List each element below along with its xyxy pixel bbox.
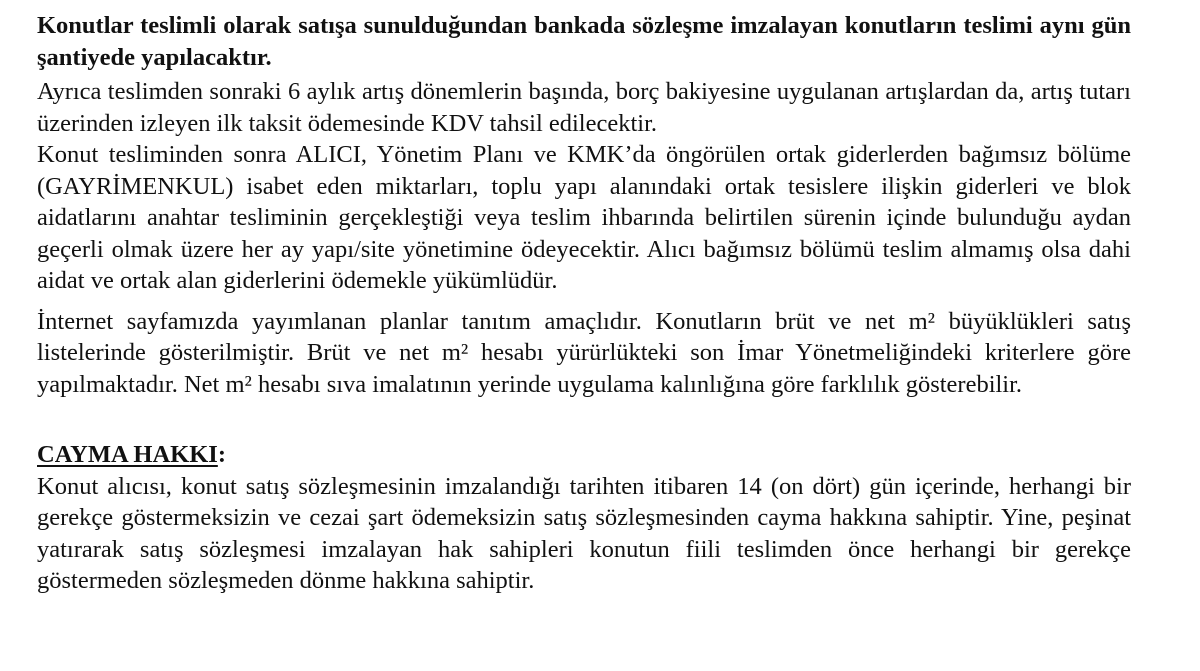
cayma-paragraph: Konut alıcısı, konut satış sözleşmesinin imzalandığı tarihten itibaren 14 (on dört) gün içerinde, herhangi bir gerekçe göstermeksizin ve cezai şart ödemeksizin satış sözleşmesinden cayma hakkına sahiptir. Yine, peşinat yatırarak satış sözleşmesi imzalayan hak sahipleri konutun fiili teslimden önce herhangi bir gerekçe göstermeden sözleşmeden dönme hakkına sahiptir. <box>37 472 1131 594</box>
kdv-paragraph: Ayrıca teslimden sonraki 6 aylık artış dönemlerin başında, borç bakiyesine uygulanan artışlardan da, artış tutarı üzerinden izleyen ilk taksit ödemesinde KDV tahsil edilecektir. <box>37 78 1131 137</box>
aidat-paragraph: Konut tesliminden sonra ALICI, Yönetim Planı ve KMK’da öngörülen ortak giderlerden bağımsız bölüme (GAYRİMENKUL) isabet eden miktarları, toplu yapı alanındaki ortak tesislere ilişkin giderleri ve blok aidatlarını anahtar tesliminin gerçekleştiği veya teslim ihbarında belirtilen sürenin içinde bulunduğu aydan geçerli olmak üzere her ay yapı/site yönetimine ödeyecektir. Alıcı bağımsız bölümü teslim almamış olsa dahi aidat ve ortak alan giderlerini ödemekle yükümlüdür. <box>37 141 1131 294</box>
cayma-heading-colon: : <box>217 441 226 468</box>
document-page <box>37 10 1131 597</box>
delivery-notice-paragraph: Konutlar teslimli olarak satışa sunulduğundan bankada sözleşme imzalayan konutların teslimi aynı gün şantiyede yapılacaktır. <box>37 12 1131 71</box>
plans-paragraph: İnternet sayfamızda yayımlanan planlar tanıtım amaçlıdır. Konutların brüt ve net m² büyüklükleri satış listelerinde gösterilmiştir. Brüt ve net m² hesabı yürürlükteki son İmar Yönetmeliğindeki kriterlere göre yapılmaktadır. Net m² hesabı sıva imalatının yerinde uygulama kalınlığına göre farklılık gösterebilir. <box>37 307 1131 398</box>
cayma-heading-text: CAYMA HAKKI <box>37 441 218 468</box>
cayma-heading <box>37 439 1131 471</box>
